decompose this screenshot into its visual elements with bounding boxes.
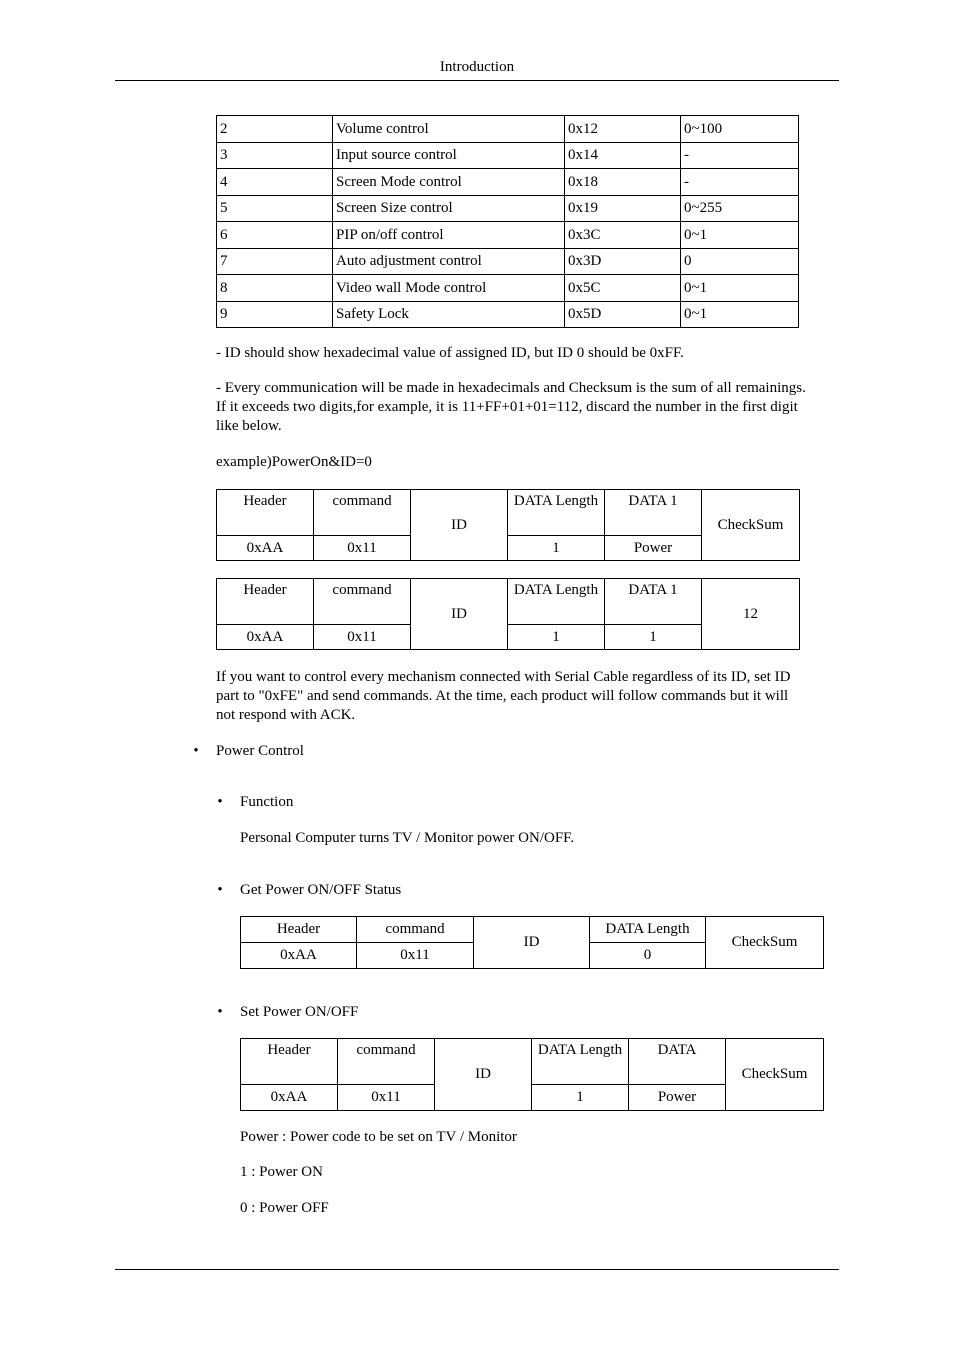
command-value: 0x11 [357,943,474,969]
header-value: 0xAA [217,536,314,561]
data-length-value: 0 [590,943,706,969]
command-value: 0x11 [314,625,411,650]
data-label: DATA [629,1039,726,1085]
header-value: 0xAA [241,943,357,969]
page-header-title: Introduction [439,59,515,75]
checksum-note-line-2: If it exceeds two digits,for example, it is 11+FF+01+01=112, discard the number in the first digit [216,399,798,415]
get-status-title: Get Power ON/OFF Status [240,882,402,898]
bullet-icon: • [217,794,223,810]
table-row [217,169,799,196]
header-label: Header [217,490,314,536]
command-range: 0~255 [681,195,799,222]
command-value: 0x11 [338,1085,435,1111]
command-label: command [314,579,411,625]
example-label: example)PowerOn&ID=0 [216,454,372,470]
command-number: 6 [217,222,333,249]
table-row [217,248,799,275]
command-table-body [217,116,799,328]
command-number: 4 [217,169,333,196]
data-length-label: DATA Length [532,1039,629,1085]
table-row [217,116,799,143]
id-label: ID [411,579,508,650]
bullet-icon: • [217,882,223,898]
bullet-icon: • [217,1004,223,1020]
broadcast-note-line-3: not respond with ACK. [216,707,356,723]
command-range: 0~1 [681,222,799,249]
checksum-label: CheckSum [702,490,800,561]
command-name: Video wall Mode control [333,275,565,302]
get-power-packet-table [240,916,824,969]
command-code: 0x12 [565,116,681,143]
checksum-value: 12 [702,579,800,650]
header-label: Header [241,1039,338,1085]
command-number: 7 [217,248,333,275]
broadcast-note [216,668,840,725]
id-label: ID [474,917,590,969]
command-code: 0x3C [565,222,681,249]
data-length-label: DATA Length [590,917,706,943]
data1-label: DATA 1 [605,490,702,536]
checksum-note-line-3: like below. [216,418,282,434]
bullet-icon: • [193,743,199,759]
command-name: Auto adjustment control [333,248,565,275]
data-length-label: DATA Length [508,490,605,536]
header-label: Header [217,579,314,625]
command-name: PIP on/off control [333,222,565,249]
power-description: Power : Power code to be set on TV / Monitor [240,1129,517,1145]
command-label: command [314,490,411,536]
checksum-note-line-1: - Every communication will be made in hexadecimals and Checksum is the sum of all remainings. [216,380,806,396]
command-value: 0x11 [314,536,411,561]
data1-value: Power [605,536,702,561]
command-range: 0~100 [681,116,799,143]
header-value: 0xAA [217,625,314,650]
checksum-label: CheckSum [726,1039,824,1111]
command-code: 0x18 [565,169,681,196]
command-name: Screen Mode control [333,169,565,196]
power-on-value: 1 : Power ON [240,1164,323,1180]
command-name: Safety Lock [333,301,565,328]
power-control-title: Power Control [216,743,304,759]
data-length-label: DATA Length [508,579,605,625]
command-code: 0x5C [565,275,681,302]
example-packet-table-1 [216,489,800,561]
table-row [217,195,799,222]
footer-rule [115,1269,839,1270]
command-name: Volume control [333,116,565,143]
broadcast-note-line-1: If you want to control every mechanism connected with Serial Cable regardless of its ID, set ID [216,669,791,685]
command-table [216,115,799,328]
command-number: 2 [217,116,333,143]
command-code: 0x19 [565,195,681,222]
data1-value: 1 [605,625,702,650]
command-number: 3 [217,142,333,169]
command-code: 0x14 [565,142,681,169]
command-code: 0x3D [565,248,681,275]
command-range: 0 [681,248,799,275]
power-off-value: 0 : Power OFF [240,1200,329,1216]
table-row [217,142,799,169]
checksum-label: CheckSum [706,917,824,969]
set-power-title: Set Power ON/OFF [240,1004,359,1020]
header-label: Header [241,917,357,943]
command-label: command [357,917,474,943]
command-code: 0x5D [565,301,681,328]
command-number: 9 [217,301,333,328]
header-value: 0xAA [241,1085,338,1111]
command-range: - [681,169,799,196]
data-length-value: 1 [508,536,605,561]
table-row [217,301,799,328]
data1-label: DATA 1 [605,579,702,625]
data-length-value: 1 [508,625,605,650]
data-length-value: 1 [532,1085,629,1111]
header-rule [115,80,839,81]
set-power-packet-table [240,1038,824,1111]
checksum-note [216,379,840,436]
command-label: command [338,1039,435,1085]
data-value: Power [629,1085,726,1111]
function-description: Personal Computer turns TV / Monitor power ON/OFF. [240,830,575,846]
id-label: ID [435,1039,532,1111]
broadcast-note-line-2: part to "0xFE" and send commands. At the time, each product will follow commands but it will [216,688,789,704]
command-range: 0~1 [681,275,799,302]
command-name: Input source control [333,142,565,169]
example-packet-table-2 [216,578,800,650]
command-number: 8 [217,275,333,302]
id-label: ID [411,490,508,561]
command-range: - [681,142,799,169]
function-title: Function [240,794,294,810]
table-row [217,222,799,249]
command-name: Screen Size control [333,195,565,222]
table-row [217,275,799,302]
command-range: 0~1 [681,301,799,328]
id-note: - ID should show hexadecimal value of assigned ID, but ID 0 should be 0xFF. [216,345,684,361]
command-number: 5 [217,195,333,222]
